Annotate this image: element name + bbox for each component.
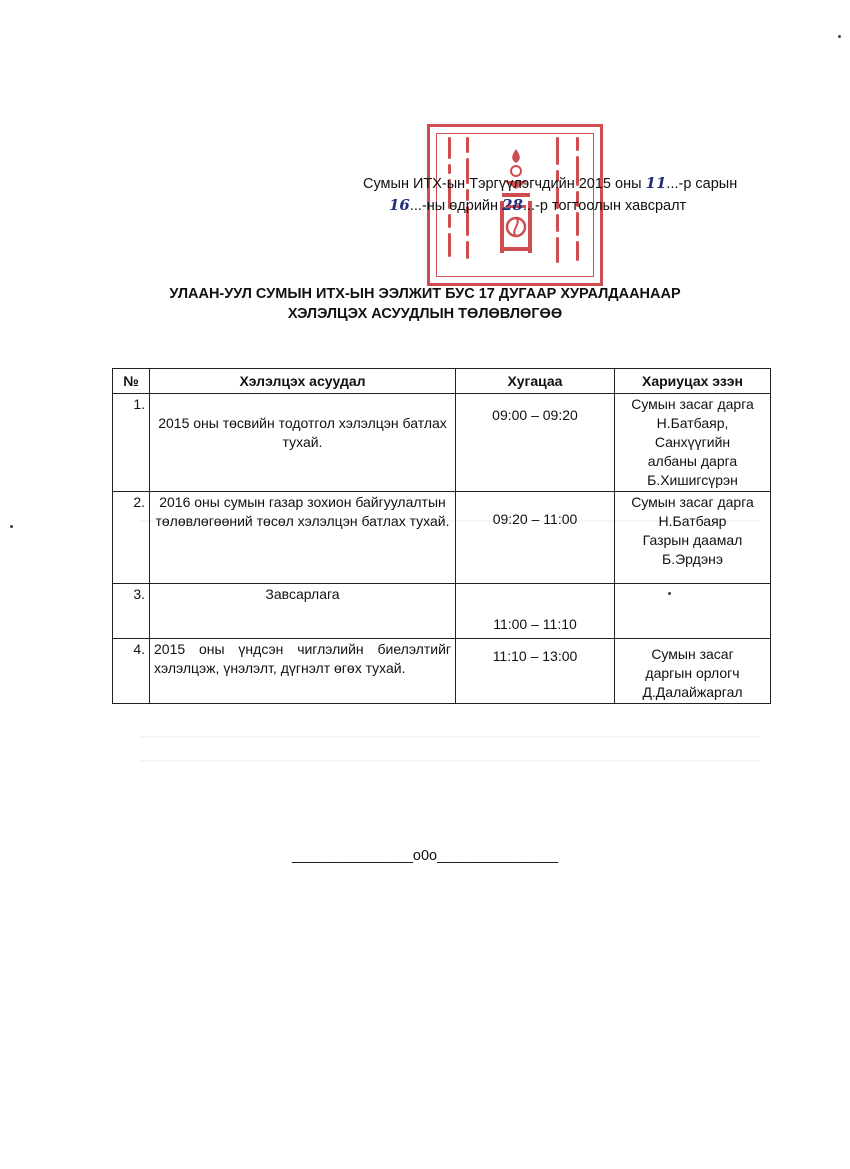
topic-text: Завсарлага [265,586,340,602]
ref-text: ...-ны өдрийн [409,198,503,214]
topic-text: 2015 оны төсвийн тодотгол хэлэлцэн батлах тухай. [158,415,447,450]
owner-line: Д.Далайжаргал [642,684,743,700]
owner-line: Н.Батбаяр, [656,415,729,431]
resolution-reference-line2 [389,196,686,215]
row-number: 1. [113,394,150,492]
row-responsible [615,394,771,492]
owner-line: албаны дарга [647,453,738,469]
time-text: 09:20 – 11:00 [492,511,578,527]
row-topic [150,492,456,584]
row-topic [150,584,456,639]
row-time [456,584,615,639]
resolution-reference-line1 [363,174,737,193]
row-topic [150,394,456,492]
ref-text: ...-р сарын [666,176,738,192]
time-text: 09:00 – 09:20 [492,407,578,423]
topic-text: 2016 оны сумын газар зохион байгуулалтын төлөвлөгөөний төсөл хэлэлцэн батлах тухай. [155,494,450,529]
handwritten-resolution-number: 28 [502,196,523,214]
row-topic [150,639,456,704]
owner-line: Газрын даамал [642,532,743,548]
table-row [113,639,771,704]
title-line2: ХЭЛЭЛЦЭХ АСУУДЛЫН ТӨЛӨВЛӨГӨӨ [287,306,563,322]
table-row [113,394,771,492]
header-topic: Хэлэлцэх асуудал [150,369,456,394]
ref-text: Сумын ИТХ-ын Тэргүүлэгчдийн 2015 оны [363,176,646,192]
owner-line: Сумын засаг [651,646,734,662]
row-responsible [615,492,771,584]
ref-text: ...-р тогтоолын хавсралт [522,198,687,214]
owner-line: Б.Эрдэнэ [662,551,723,567]
scan-speck [838,35,841,38]
row-responsible [615,639,771,704]
owner-line: Сумын засаг дарга [631,396,754,412]
header-time: Хугацаа [456,369,615,394]
row-number: 2. [113,492,150,584]
time-text: 11:00 – 11:10 [493,616,577,632]
scan-artifact [140,760,760,762]
document-end-mark: _______________o0o_______________ [291,848,559,864]
row-number: 3. [113,584,150,639]
row-time [456,492,615,584]
document-title [0,284,850,324]
row-time [456,394,615,492]
handwritten-day: 16 [389,196,410,214]
time-text: 11:10 – 13:00 [492,648,578,664]
table-row [113,492,771,584]
row-time [456,639,615,704]
owner-line: Н.Батбаяр [658,513,727,529]
handwritten-month: 11 [645,174,667,192]
topic-text: 2015 оны үндсэн чиглэлийн биелэлтийг хэлэлцэж, үнэлэлт, дүгнэлт өгөх тухай. [154,641,451,676]
header-responsible: Хариуцах эзэн [615,369,771,394]
table-header-row [113,369,771,394]
header-number: № [113,369,150,394]
title-line1: УЛААН-УУЛ СУМЫН ИТХ-ЫН ЭЭЛЖИТ БУС 17 ДУГААР ХУРАЛДААНААР [169,286,681,302]
row-number: 4. [113,639,150,704]
agenda-table [112,368,771,704]
owner-line: Санхүүгийн [654,434,731,450]
scan-artifact [140,736,760,738]
table-row [113,584,771,639]
row-responsible [615,584,771,639]
scan-speck [10,525,13,528]
owner-line: Сумын засаг дарга [631,494,754,510]
owner-line: даргын орлогч [645,665,740,681]
owner-line: Б.Хишигсүрэн [647,472,738,488]
